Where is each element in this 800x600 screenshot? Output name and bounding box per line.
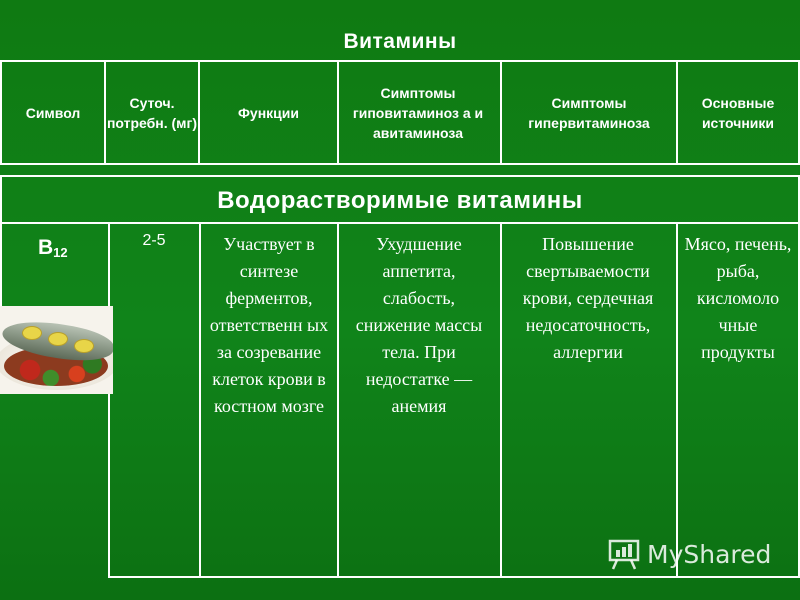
header-divider — [676, 60, 678, 165]
header-sources: Основные источники — [701, 94, 775, 131]
body-divider — [199, 224, 201, 578]
header-daily-dose: Суточ. потребн. (мг) — [106, 94, 198, 131]
body-divider — [108, 224, 110, 578]
section-title: Водорастворимые витамины — [217, 186, 583, 214]
fish-dish-photo — [0, 306, 113, 394]
body-divider — [676, 224, 678, 578]
hypervitaminosis-text: Повышение свертываемости крови, сердечная недосаточность, аллергии — [522, 234, 654, 362]
body-divider — [337, 224, 339, 578]
header-hypervitaminosis: Симптомы гипервитаминоза — [528, 94, 650, 131]
watermark-label: MyShared — [647, 539, 772, 569]
vitamin-symbol-subscript: 12 — [53, 245, 68, 260]
header-symbol: Символ — [25, 104, 81, 121]
header-hypovitaminosis: Симптомы гиповитаминоз а и авитаминоза — [352, 84, 484, 141]
body-bottom-border — [108, 576, 800, 578]
vitamin-symbol — [38, 236, 68, 260]
body-divider — [0, 224, 2, 306]
header-functions: Функции — [237, 104, 300, 121]
sources-text: Мясо, печень, рыба, кисломоло чные продукты — [684, 234, 792, 362]
lemon-slice — [74, 339, 94, 353]
header-divider — [337, 60, 339, 165]
page-title: Витамины — [343, 30, 457, 53]
presentation-board-icon — [607, 538, 641, 570]
daily-dose-value: 2-5 — [142, 232, 166, 249]
functions-text: Участвует в синтезе ферментов, ответственн ых за созревание клеток крови в костном мозге — [209, 234, 329, 416]
vitamin-symbol-letter: B — [38, 236, 54, 259]
hypovitaminosis-text: Ухудшение аппетита, слабость, снижение массы тела. При недостатке — анемия — [355, 234, 483, 416]
body-divider — [500, 224, 502, 578]
lemon-slice — [22, 326, 42, 340]
header-bottom-border — [0, 163, 800, 165]
lemon-slice — [48, 332, 68, 346]
watermark — [607, 535, 771, 573]
